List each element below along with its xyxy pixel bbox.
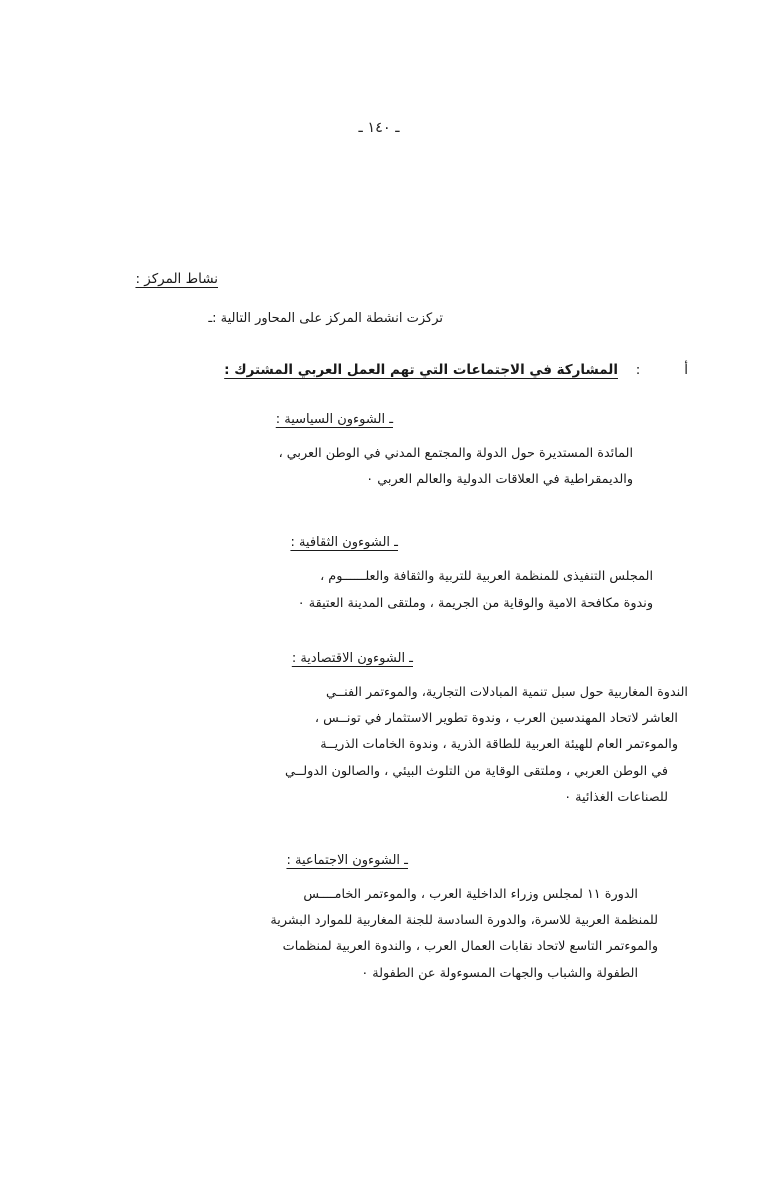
subsection-title: ـ الشوءون الاقتصادية : [291, 650, 413, 666]
body-line: وندوة مكافحة الامية والوقاية من الجريمة ، وملتقى المدينة العتيقة ٠ [297, 595, 653, 611]
body-line: الدورة ١١ لمجلس وزراء الداخلية العرب ، والموءتمر الخامــــس [303, 886, 638, 902]
subsection-cultural [70, 535, 688, 616]
body-line: والديمقراطية في العلاقات الدولية والعالم العربي ٠ [366, 472, 633, 488]
page-number: ـ ١٤٠ ـ [358, 120, 400, 136]
subsection-body [70, 882, 688, 987]
body-line: العاشر لاتحاد المهندسين العرب ، وندوة تطوير الاستثمار في تونــس ، [314, 711, 678, 727]
subsection-body [70, 680, 688, 811]
axis-title: المشاركة في الاجتماعات التي تهم العمل العربي المشترك : [224, 362, 618, 378]
document-page [0, 120, 758, 1198]
subsection-political [70, 412, 688, 493]
subsection-body [70, 564, 688, 616]
subsection-title: ـ الشوءون السياسية : [275, 412, 393, 427]
body-line: الندوة المغاربية حول سبل تنمية المبادلات التجارية، والموءتمر الفنــي [326, 684, 688, 700]
body-line: للصناعات الغذائية ٠ [564, 789, 668, 805]
subsection-title: ـ الشوءون الثقافية : [290, 535, 398, 551]
body-line: المائدة المستديرة حول الدولة والمجتمع المدني في الوطن العربي ، [278, 446, 633, 461]
body-line: للمنظمة العربية للاسرة، والدورة السادسة للجنة المغاربية للموارد البشرية [270, 913, 658, 929]
body-line: والموءتمر التاسع لاتحاد نقابات العمال العرب ، والندوة العربية لمنظمات [282, 939, 658, 955]
body-line: والموءتمر العام للهيئة العربية للطاقة الذرية ، وندوة الخامات الذريــة [320, 737, 678, 753]
intro-line: تركزت انشطة المركز على المحاور التالية :ـ [208, 311, 443, 326]
body-line: الطفولة والشباب والجهات المسوءولة عن الطفولة ٠ [361, 965, 638, 981]
axis-heading-row [70, 362, 688, 378]
subsection-social [70, 853, 688, 987]
subsection-body [70, 441, 688, 493]
subsection-title: ـ الشوءون الاجتماعية : [286, 852, 408, 868]
page-content [0, 271, 758, 987]
subsection-economic [70, 651, 688, 811]
axis-colon: : [635, 362, 641, 378]
section-heading: نشاط المركز : [135, 271, 218, 287]
axis-marker: أ [684, 362, 688, 378]
body-line: في الوطن العربي ، وملتقى الوقاية من التلوث البيئي ، والصالون الدولــي [285, 763, 668, 779]
body-line: المجلس التنفيذى للمنظمة العربية للتربية والثقافة والعلــــــوم ، [320, 569, 653, 585]
